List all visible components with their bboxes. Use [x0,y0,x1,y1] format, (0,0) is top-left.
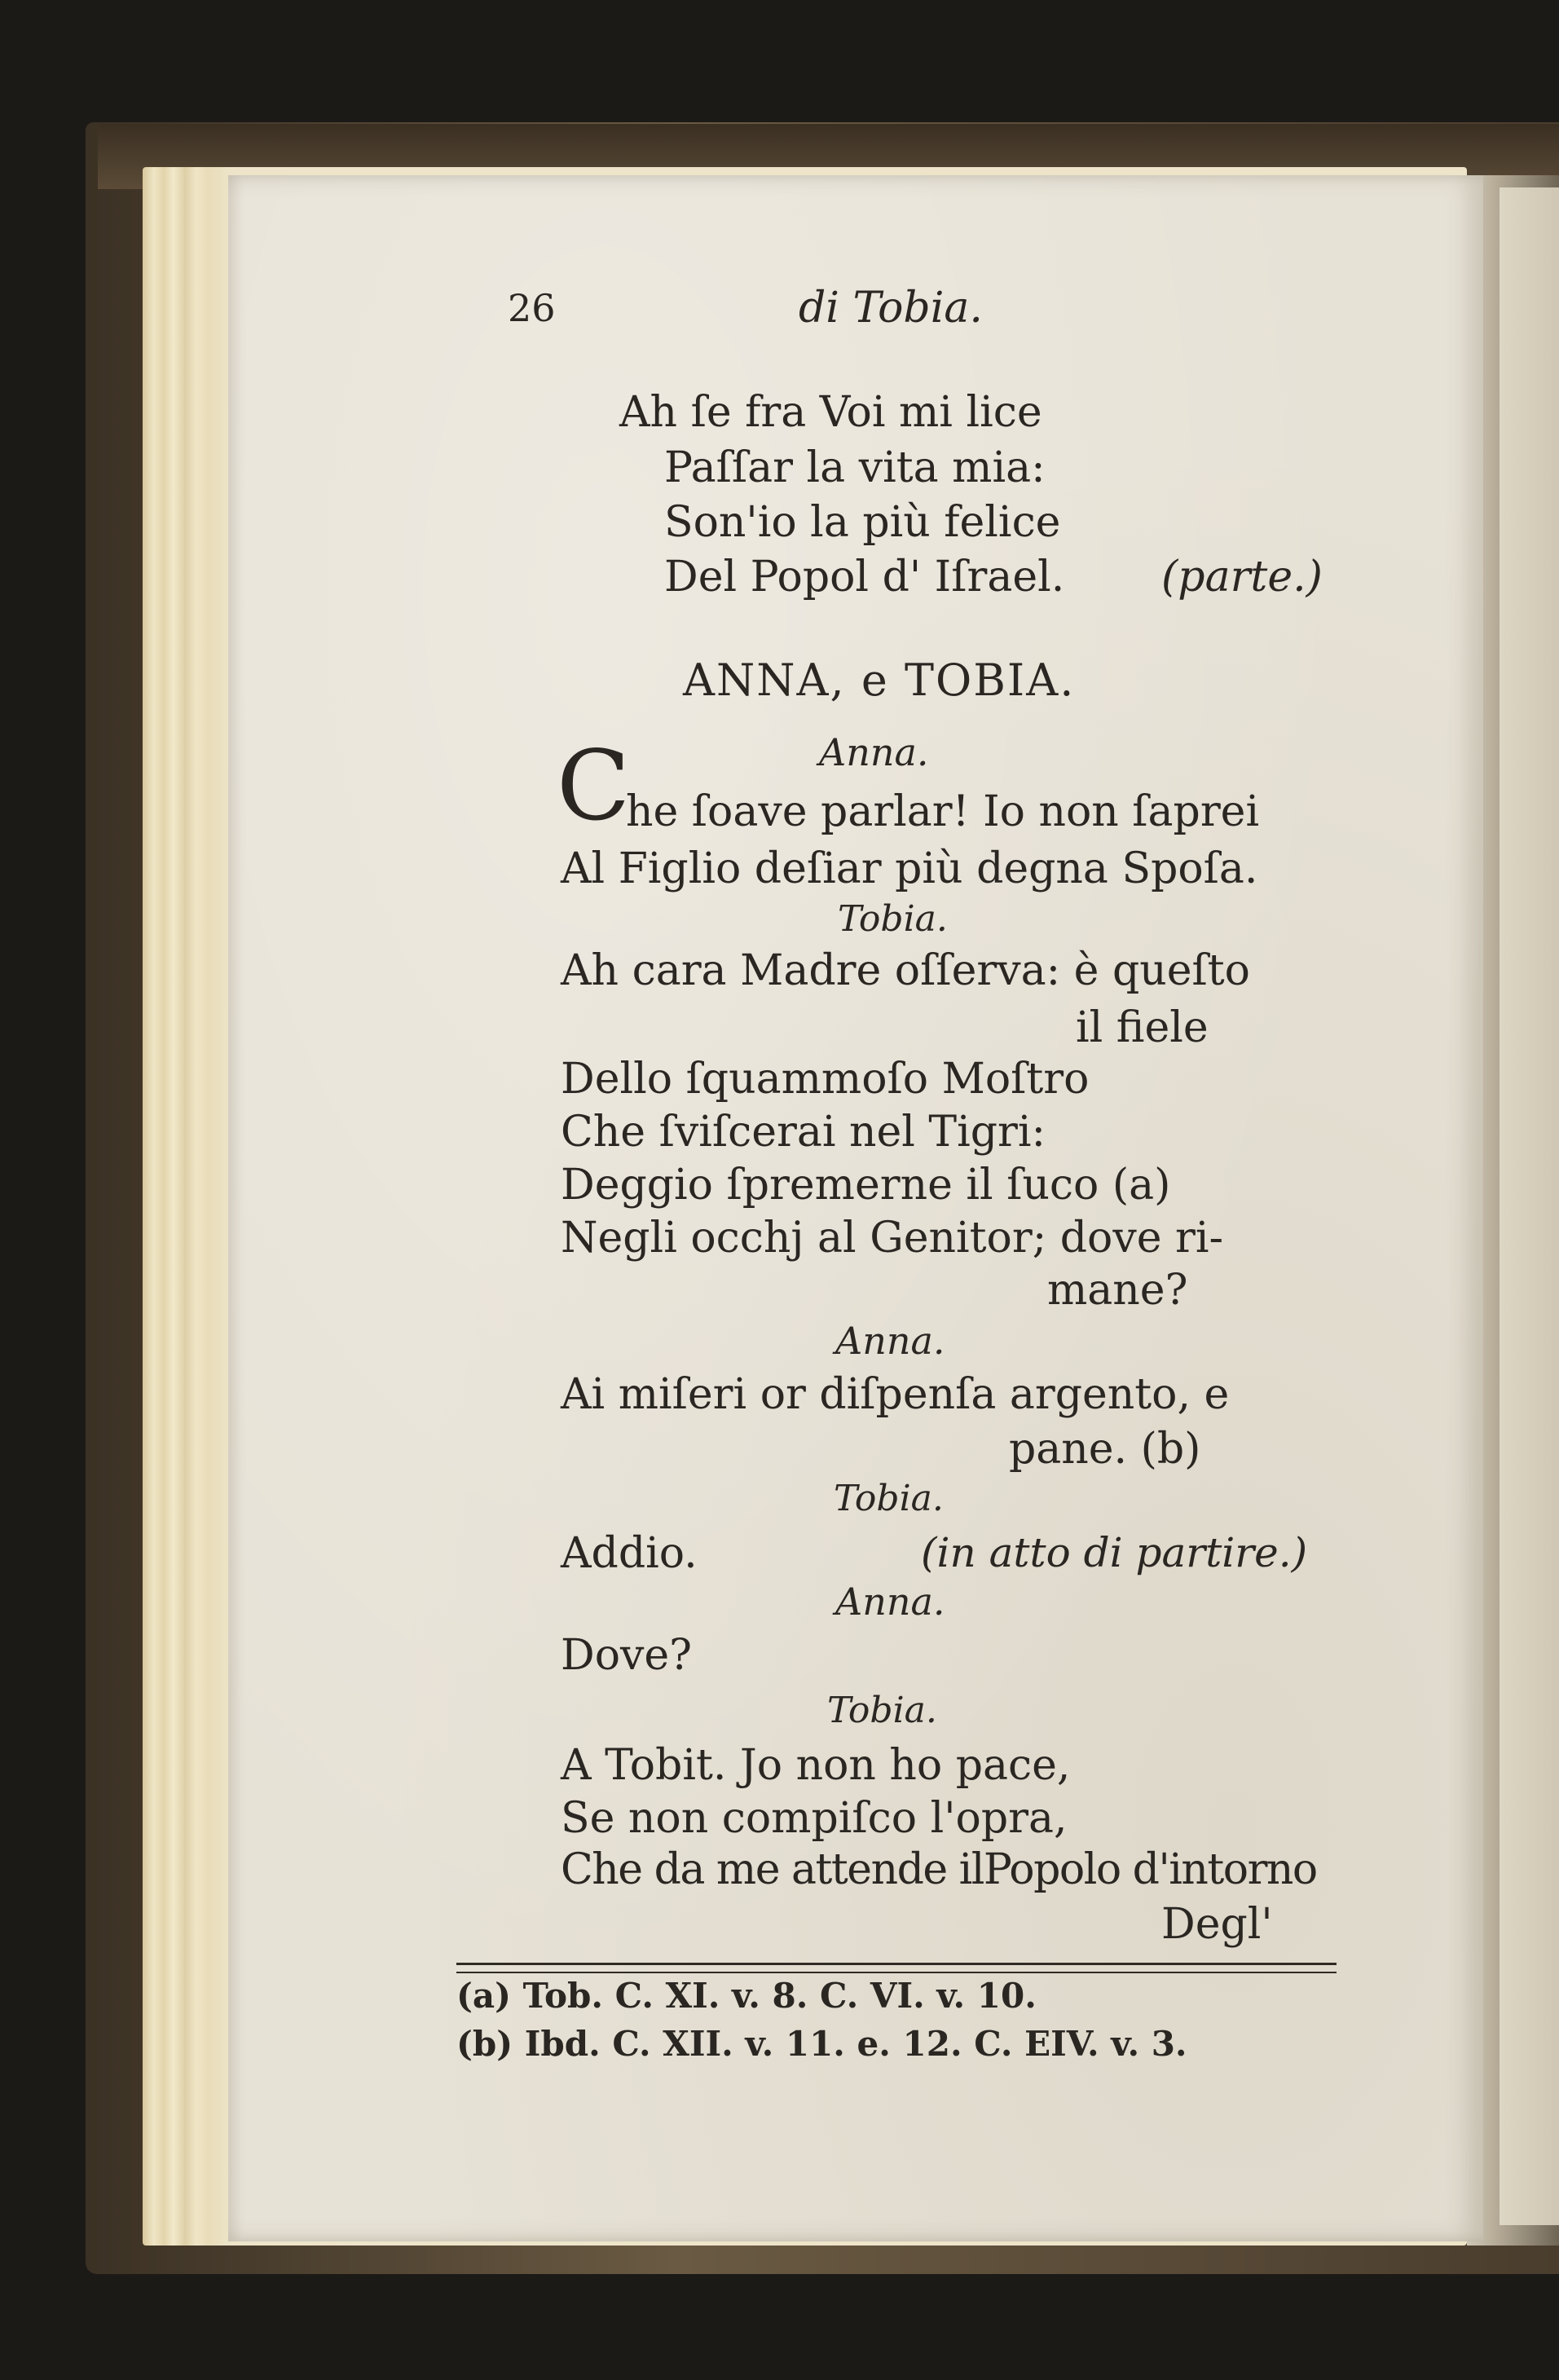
verse-line-2: Paſſar la vita mia: [664,443,1046,492]
dialogue-line: Che ſviſcerai nel Tigri: [561,1108,1046,1157]
verse-line-1: Ah ſe fra Voi mi lice [619,388,1042,437]
dialogue-line: Deggio ſpremerne il ſuco (a) [561,1161,1171,1210]
scene-heading: ANNA, e TOBIA. [683,654,1076,706]
running-title: di Tobia. [799,284,983,333]
page-number: 26 [508,286,556,330]
footnote-rule [456,1963,1337,1973]
dialogue-line: pane. (b) [1009,1425,1201,1474]
speaker-anna: Anna. [835,1319,945,1363]
speaker-anna: Anna. [819,730,929,774]
dialogue-line: Che da me attende ilPopolo d'intorno [561,1845,1317,1894]
drop-cap: C [557,729,631,842]
verse-line-4: Del Popol d' Iſrael. [664,553,1065,602]
dialogue-line: Ai miſeri or diſpenſa argento, e [561,1370,1230,1419]
footnote-a: (a) Tob. C. XI. v. 8. C. VI. v. 10. [456,1976,1037,2016]
stage-direction-parte: (parte.) [1161,553,1323,602]
dialogue-line: Al Figlio deſiar più degna Spoſa. [561,844,1258,893]
catchword: Degl' [1161,1900,1273,1949]
footnote-b: (b) Ibd. C. XII. v. 11. e. 12. C. EIV. v. 3. [456,2024,1187,2064]
dialogue-line: Dello ſquammoſo Moſtro [561,1055,1090,1104]
speaker-tobia: Tobia. [834,1478,944,1519]
speaker-tobia: Tobia. [827,1690,937,1731]
facing-page-edge [1500,187,1559,2225]
dialogue-line: mane? [1047,1266,1188,1315]
dialogue-line: Se non compiſco l'opra, [561,1794,1068,1843]
dialogue-line: Negli occhj al Genitor; dove ri- [561,1214,1224,1263]
dialogue-line: Dove? [561,1631,693,1680]
dialogue-line: A Tobit. Jo non ho pace, [561,1741,1071,1790]
stage-direction: (in atto di partire.) [921,1529,1308,1576]
speaker-anna: Anna. [835,1580,945,1624]
dialogue-line: Addio. [561,1529,698,1578]
dialogue-line: Ah cara Madre oſſerva: è queſto [561,946,1250,995]
verse-line-3: Son'io la più felice [664,498,1061,547]
dialogue-line: he ſoave parlar! Io non ſaprei [626,787,1260,836]
dialogue-line: il fiele [1076,1003,1209,1052]
speaker-tobia: Tobia. [838,898,948,940]
